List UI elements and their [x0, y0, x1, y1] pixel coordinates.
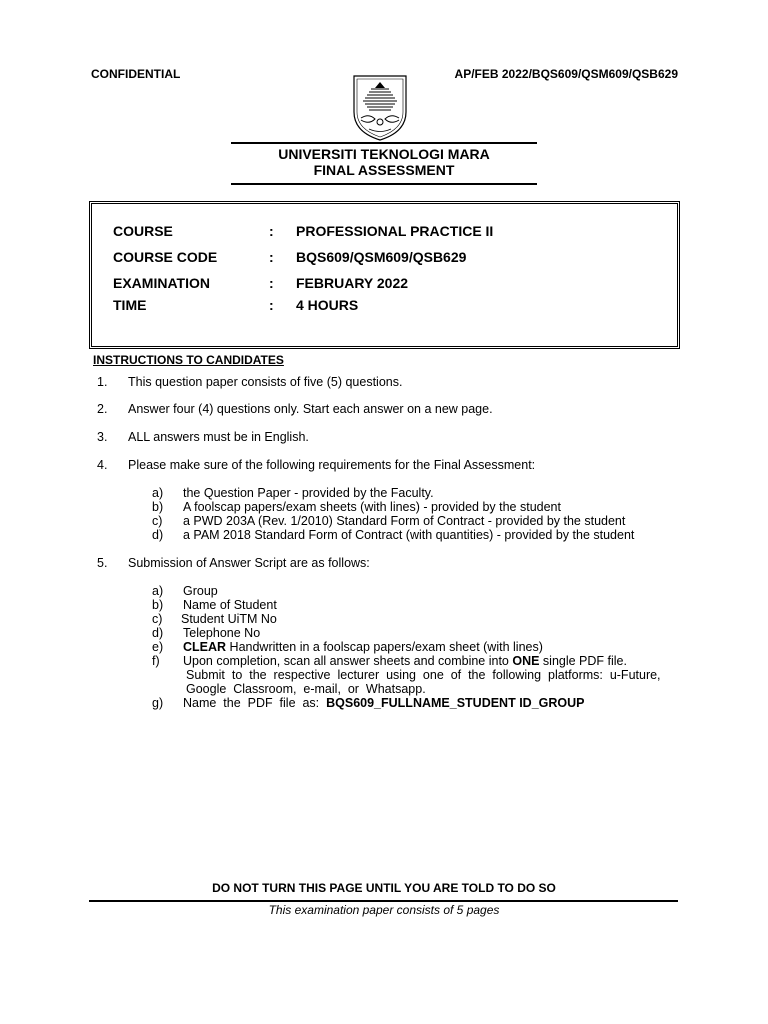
course-code-value: BQS609/QSM609/QSB629 [296, 249, 467, 265]
item-number: 1. [97, 375, 108, 389]
sub-letter: b) [152, 598, 164, 612]
university-crest-icon [345, 72, 415, 142]
item-number: 3. [97, 430, 108, 444]
sub-letter: f) [152, 654, 160, 668]
emphasis: CLEAR [183, 640, 227, 654]
examination-label: EXAMINATION [113, 275, 210, 291]
paper-reference: AP/FEB 2022/BQS609/QSM609/QSB629 [454, 67, 678, 81]
course-code-label: COURSE CODE [113, 249, 218, 265]
instruction-5: Submission of Answer Script are as follows: [128, 556, 370, 570]
submission-f-line2: Submit to the respective lecturer using one of the following platforms: u-Future, [186, 668, 661, 682]
university-name: UNIVERSITI TEKNOLOGI MARA [278, 146, 490, 162]
sub-letter: c) [152, 612, 163, 626]
course-label: COURSE [113, 223, 173, 239]
submission-e [183, 640, 543, 654]
submission-d: Telephone No [183, 626, 261, 640]
instruction-4: Please make sure of the following requirements for the Final Assessment: [128, 458, 536, 472]
instruction-1: This question paper consists of five (5) questions. [128, 375, 403, 389]
page-count-note: This examination paper consists of 5 pages [268, 903, 500, 917]
title-top-rule [231, 142, 537, 144]
submission-f-line3: Google Classroom, e-mail, or Whatsapp. [186, 682, 426, 696]
req-letter: c) [152, 514, 163, 528]
requirement-b: A foolscap papers/exam sheets (with lines) - provided by the student [183, 500, 561, 514]
time-label: TIME [113, 297, 147, 313]
submission-c: Student UiTM No [181, 612, 277, 626]
separator: : [269, 223, 274, 239]
submission-f-pre: Upon completion, scan all answer sheets and combine into [183, 654, 513, 668]
submission-e-text: Handwritten in a foolscap papers/exam sheet (with lines) [226, 640, 543, 654]
item-number: 5. [97, 556, 108, 570]
item-number: 4. [97, 458, 108, 472]
sub-letter: a) [152, 584, 164, 598]
submission-a: Group [183, 584, 218, 598]
sub-letter: e) [152, 640, 164, 654]
sub-letter: g) [152, 696, 164, 710]
submission-g-pre: Name the PDF file as: [183, 696, 327, 710]
separator: : [269, 297, 274, 313]
instruction-3: ALL answers must be in English. [128, 430, 309, 444]
emphasis: ONE [512, 654, 540, 668]
confidential-label: CONFIDENTIAL [91, 67, 181, 81]
submission-f [183, 654, 627, 668]
separator: : [269, 249, 274, 265]
requirement-a: the Question Paper - provided by the Faculty. [183, 486, 434, 500]
title-bottom-rule [231, 183, 537, 185]
footer-rule [89, 900, 678, 902]
submission-f-post: single PDF file. [539, 654, 627, 668]
time-value: 4 HOURS [296, 297, 359, 313]
req-letter: d) [152, 528, 164, 542]
course-value: PROFESSIONAL PRACTICE II [296, 223, 494, 239]
item-number: 2. [97, 402, 108, 416]
sub-letter: d) [152, 626, 164, 640]
do-not-turn-warning: DO NOT TURN THIS PAGE UNTIL YOU ARE TOLD TO DO SO [212, 881, 556, 895]
examination-value: FEBRUARY 2022 [296, 275, 409, 291]
req-letter: b) [152, 500, 164, 514]
submission-g [183, 696, 584, 710]
instruction-2: Answer four (4) questions only. Start each answer on a new page. [128, 402, 493, 416]
instructions-heading: INSTRUCTIONS TO CANDIDATES [93, 353, 284, 367]
assessment-title: FINAL ASSESSMENT [313, 162, 455, 178]
req-letter: a) [152, 486, 164, 500]
requirement-d: a PAM 2018 Standard Form of Contract (with quantities) - provided by the student [183, 528, 635, 542]
separator: : [269, 275, 274, 291]
submission-b: Name of Student [183, 598, 277, 612]
emphasis: BQS609_FULLNAME_STUDENT ID_GROUP [326, 696, 585, 710]
requirement-c: a PWD 203A (Rev. 1/2010) Standard Form of Contract - provided by the student [183, 514, 626, 528]
